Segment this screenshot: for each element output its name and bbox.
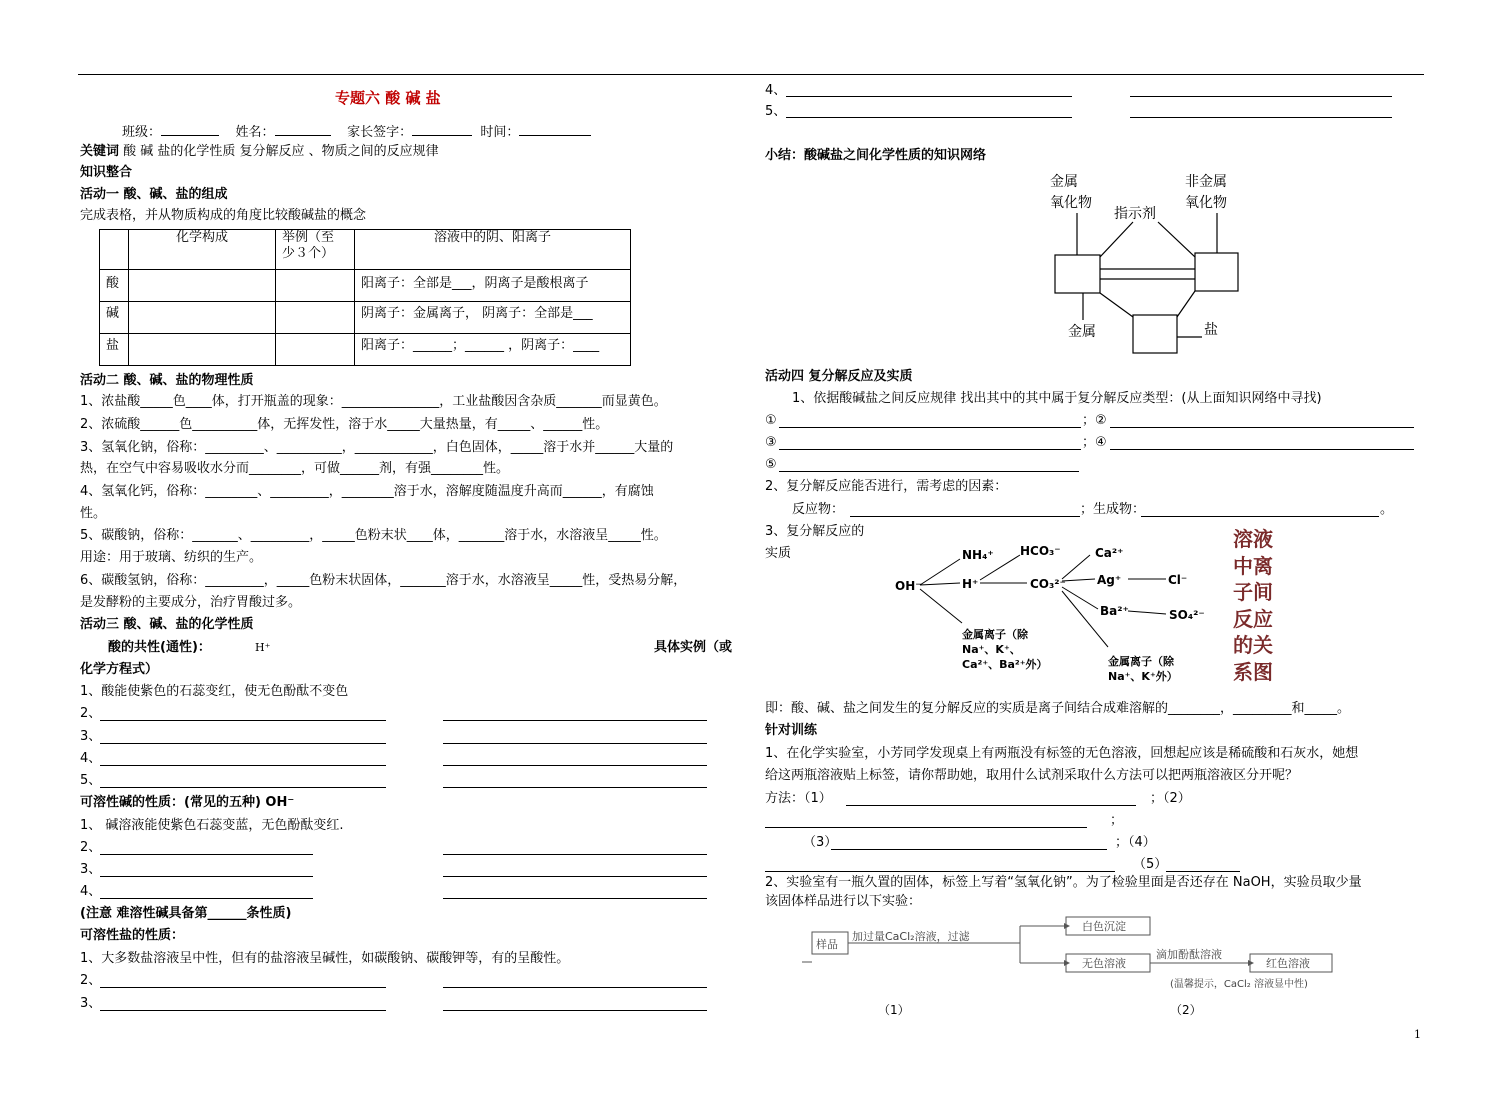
net-salt: 盐 xyxy=(1204,322,1218,338)
ion-reaction-diagram xyxy=(890,535,1220,685)
product-label: ；生成物： xyxy=(1080,502,1146,517)
answer-5: ⑤ xyxy=(765,457,777,472)
ion-ca: Ca²⁺ xyxy=(1095,546,1124,560)
blank-line xyxy=(443,854,707,855)
base-prop-4-num: 4、 xyxy=(80,884,102,899)
net-metal-oxide-b: 氧化物 xyxy=(1050,195,1092,211)
activity2-title: 活动二 酸、碱、盐的物理性质 xyxy=(80,373,254,388)
net-indicator: 指示剂 xyxy=(1114,206,1156,222)
ion-metal-2a: 金属离子（除 xyxy=(1108,655,1174,668)
experiment-flow-diagram xyxy=(800,912,1350,997)
row-base: 碱 xyxy=(100,302,129,334)
blank-line xyxy=(100,743,386,744)
section-integrate: 知识整合 xyxy=(80,165,133,180)
ion-so4: SO₄²⁻ xyxy=(1169,608,1205,622)
ion-co3: CO₃²⁻ xyxy=(1030,577,1066,591)
method-3: （3） xyxy=(803,835,838,850)
salt-prop-1: 1、大多数盐溶液呈中性，但有的盐溶液呈碱性，如碳酸钠、碳酸钾等，有的呈酸性。 xyxy=(80,951,570,966)
blank-line xyxy=(443,987,707,988)
right-item-5: 5、 xyxy=(765,104,787,119)
blank-line xyxy=(100,765,386,766)
blank-line xyxy=(786,117,1072,118)
blank-line xyxy=(100,898,313,899)
blank-line xyxy=(443,743,707,744)
flow-hint: (温馨提示，CaCl₂ 溶液显中性) xyxy=(1170,979,1308,990)
net-nonmetal-oxide-a: 非金属 xyxy=(1185,174,1227,190)
blank-line xyxy=(100,876,313,877)
row-acid: 酸 xyxy=(100,270,129,302)
net-nonmetal-oxide-b: 氧化物 xyxy=(1185,195,1227,211)
net-box-acid xyxy=(1055,255,1100,293)
prop-4b: 性。 xyxy=(80,506,107,521)
training-q2b: 该固体样品进行以下实验： xyxy=(765,894,922,909)
blank-line xyxy=(443,787,707,788)
ion-metal-1a: 金属离子（除 xyxy=(962,628,1028,641)
net-metal: 金属 xyxy=(1068,324,1096,340)
row-base-ions: 阴离子：金属离子， 阴离子：全部是___ xyxy=(355,302,631,334)
flow-step1: 加过量CaCl₂溶液，过滤 xyxy=(852,930,970,943)
ion-h: H⁺ xyxy=(962,577,979,591)
prop-6a: 6、碳酸氢钠，俗称：_________，_____色粉末状固体，_______溶于水，水溶液呈_____性，受热易分解， xyxy=(80,573,687,588)
training-q1b: 给这两瓶溶液贴上标签，请你帮助她，取用什么试剂采取什么方法可以把两瓶溶液区分开呢？ xyxy=(765,768,1299,783)
prop-5b: 用途：用于玻璃、纺织的生产。 xyxy=(80,550,263,565)
row-acid-ions: 阳离子：全部是___，阴离子是酸根离子 xyxy=(355,270,631,302)
method-semicolon: ； xyxy=(1110,813,1124,828)
blank-line xyxy=(831,849,1107,850)
blank-line xyxy=(1166,871,1240,872)
prop-3b: 热，在空气中容易吸收水分而________，可做______剂，有强________性。 xyxy=(80,461,510,476)
activity4-title: 活动四 复分解反应及实质 xyxy=(765,369,913,384)
net-box-salt xyxy=(1133,315,1177,353)
base-prop-1: 1、 碱溶液能使紫色石蕊变蓝，无色酚酞变红. xyxy=(80,818,344,833)
prop-3a: 3、氢氧化钠，俗称：_________、__________，____________，白色固体，_____溶于水并______大量的 xyxy=(80,440,674,455)
answer-4: ；④ xyxy=(1082,435,1107,450)
blank-line xyxy=(100,787,386,788)
period: 。 xyxy=(1380,502,1394,517)
summary-title: 小结：酸碱盐之间化学性质的知识网络 xyxy=(765,148,987,163)
ion-hco3: HCO₃⁻ xyxy=(1020,544,1061,558)
prop-5a: 5、碳酸钠，俗称：_______、_________，_____色粉末状____体，_______溶于水，水溶液呈_____性。 xyxy=(80,528,667,543)
knowledge-network-diagram xyxy=(1040,165,1250,360)
prop-6b: 是发酵粉的主要成分，治疗胃酸过多。 xyxy=(80,595,302,610)
prop-2: 2、浓硫酸______色__________体，无挥发性，溶于水_____大量热量，有_____、______性。 xyxy=(80,417,609,432)
ion-metal-1c: Ca²⁺、Ba²⁺外） xyxy=(962,658,1048,671)
answer-2: ；② xyxy=(1082,413,1107,428)
activity4-q2: 2、复分解反应能否进行，需考虑的因素： xyxy=(765,479,1008,494)
acid-prop-3-num: 3、 xyxy=(80,729,102,744)
insoluble-note: (注意 难溶性碱具备第______条性质) xyxy=(80,906,292,921)
blank-line xyxy=(779,427,1081,428)
answer-3: ③ xyxy=(765,435,777,450)
ion-ag: Ag⁺ xyxy=(1097,573,1122,587)
method-4: ；（4） xyxy=(1115,835,1156,850)
acid-common: 酸的共性(通性)： xyxy=(108,640,211,655)
blank-line xyxy=(100,854,313,855)
blank-line xyxy=(443,898,707,899)
blank-line xyxy=(1110,427,1414,428)
acid-prop-1: 1、酸能使紫色的石蕊变红，使无色酚酞不变色 xyxy=(80,684,349,699)
figure-1-label: （1） xyxy=(878,1003,910,1017)
blank-line xyxy=(443,765,707,766)
blank-line xyxy=(443,876,707,877)
essence-statement: 即：酸、碱、盐之间发生的复分解反应的实质是离子间结合成难溶解的________，_________和_____。 xyxy=(765,701,1351,716)
blank-line xyxy=(100,987,386,988)
blank-line xyxy=(443,720,707,721)
header-rule xyxy=(78,74,1424,75)
activity4-q3a: 3、复分解反应的 xyxy=(765,524,865,539)
table-header-ions: 溶液中的阴、阳离子 xyxy=(355,230,631,270)
row-salt: 盐 xyxy=(100,334,129,366)
acid-prop-4-num: 4、 xyxy=(80,751,102,766)
training-title: 针对训练 xyxy=(765,723,818,738)
net-metal-oxide-a: 金属 xyxy=(1050,174,1078,190)
base-title: 可溶性碱的性质：(常见的五种) OH⁻ xyxy=(80,795,295,810)
blank-line xyxy=(765,827,1087,828)
flow-white: 白色沉淀 xyxy=(1082,920,1126,933)
blank-line xyxy=(765,871,1115,872)
keywords: 关键词 酸 碱 盐的化学性质 复分解反应 、物质之间的反应规律 xyxy=(80,144,439,159)
method-2: ；（2） xyxy=(1150,791,1191,806)
acid-prop-2-num: 2、 xyxy=(80,706,102,721)
answer-1: ① xyxy=(765,413,777,428)
table-header-example: 举例（至 少３个） xyxy=(276,230,355,270)
base-prop-3-num: 3、 xyxy=(80,862,102,877)
activity4-q3b: 实质 xyxy=(765,546,792,561)
blank-line xyxy=(1141,516,1379,517)
blank-line xyxy=(1110,449,1414,450)
ion-ba: Ba²⁺ xyxy=(1100,604,1129,618)
ion-metal-2b: Na⁺、K⁺外） xyxy=(1108,670,1178,683)
blank-line xyxy=(846,805,1136,806)
acid-example-b: 化学方程式） xyxy=(80,662,159,677)
prop-1: 1、浓盐酸_____色____体，打开瓶盖的现象：_______________，工业盐酸因含杂质_______而显黄色。 xyxy=(80,394,667,409)
method-label: 方法：（1） xyxy=(765,791,832,806)
activity3-title: 活动三 酸、碱、盐的化学性质 xyxy=(80,617,254,632)
salt-prop-2-num: 2、 xyxy=(80,973,102,988)
blank-line xyxy=(786,96,1072,97)
blank-line xyxy=(100,720,386,721)
blank-line xyxy=(1130,96,1392,97)
blank-line xyxy=(850,516,1080,517)
composition-table xyxy=(99,229,631,366)
table-header-composition: 化学构成 xyxy=(129,230,276,270)
activity1-title: 活动一 酸、碱、盐的组成 xyxy=(80,187,228,202)
prop-4a: 4、氢氧化钙，俗称：________、_________，________溶于水，溶解度随温度升高而______，有腐蚀 xyxy=(80,484,654,499)
method-5: （5） xyxy=(1133,857,1168,872)
salt-title: 可溶性盐的性质： xyxy=(80,928,185,943)
row-salt-ions: 阳离子：______；______ ，阴离子：____ xyxy=(355,334,631,366)
activity1-instruction: 完成表格，并从物质构成的角度比较酸碱盐的概念 xyxy=(80,208,367,223)
right-item-4: 4、 xyxy=(765,83,787,98)
training-q1a: 1、在化学实验室，小芳同学发现桌上有两瓶没有标签的无色溶液，回想起应该是稀硫酸和石灰水，她想 xyxy=(765,746,1359,761)
blank-line xyxy=(443,1010,707,1011)
blank-line xyxy=(779,449,1081,450)
base-prop-2-num: 2、 xyxy=(80,840,102,855)
acid-prop-5-num: 5、 xyxy=(80,773,102,788)
blank-line xyxy=(1130,117,1392,118)
figure-2-label: （2） xyxy=(1170,1003,1202,1017)
flow-red: 红色溶液 xyxy=(1266,957,1310,970)
activity4-q1: 1、依据酸碱盐之间反应规律 找出其中的其中属于复分解反应类型：(从上面知识网络中寻找) xyxy=(792,391,1322,406)
net-box-base xyxy=(1195,253,1238,291)
flow-drip: 滴加酚酞溶液 xyxy=(1156,948,1222,961)
blank-line xyxy=(779,471,1079,472)
info-line: 班级： 姓名： 家长签字： 时间： xyxy=(122,122,591,141)
acid-example-a: 具体实例（或 xyxy=(654,640,733,655)
page-number: 1 xyxy=(1414,1028,1421,1041)
blank-line xyxy=(100,1010,386,1011)
ion-metal-1b: Na⁺、K⁺、 xyxy=(962,643,1021,656)
training-q2a: 2、实验室有一瓶久置的固体，标签上写着“氢氧化钠”。为了检验里面是否还存在 NaOH，实验员取少量 xyxy=(765,875,1362,890)
salt-prop-3-num: 3、 xyxy=(80,996,102,1011)
reactant-label: 反应物： xyxy=(792,502,845,517)
flow-colorless: 无色溶液 xyxy=(1082,957,1126,970)
ion-nh4: NH₄⁺ xyxy=(962,548,994,562)
flow-sample: 样品 xyxy=(816,938,838,951)
ion-cl: Cl⁻ xyxy=(1168,573,1188,587)
ion-relation-label: 溶液 中离 子间 反应 的关 系图 xyxy=(1233,527,1273,684)
ion-oh: OH⁻ xyxy=(895,579,922,593)
acid-ion: H⁺ xyxy=(255,641,271,654)
page-title: 专题六 酸 碱 盐 xyxy=(335,89,441,107)
